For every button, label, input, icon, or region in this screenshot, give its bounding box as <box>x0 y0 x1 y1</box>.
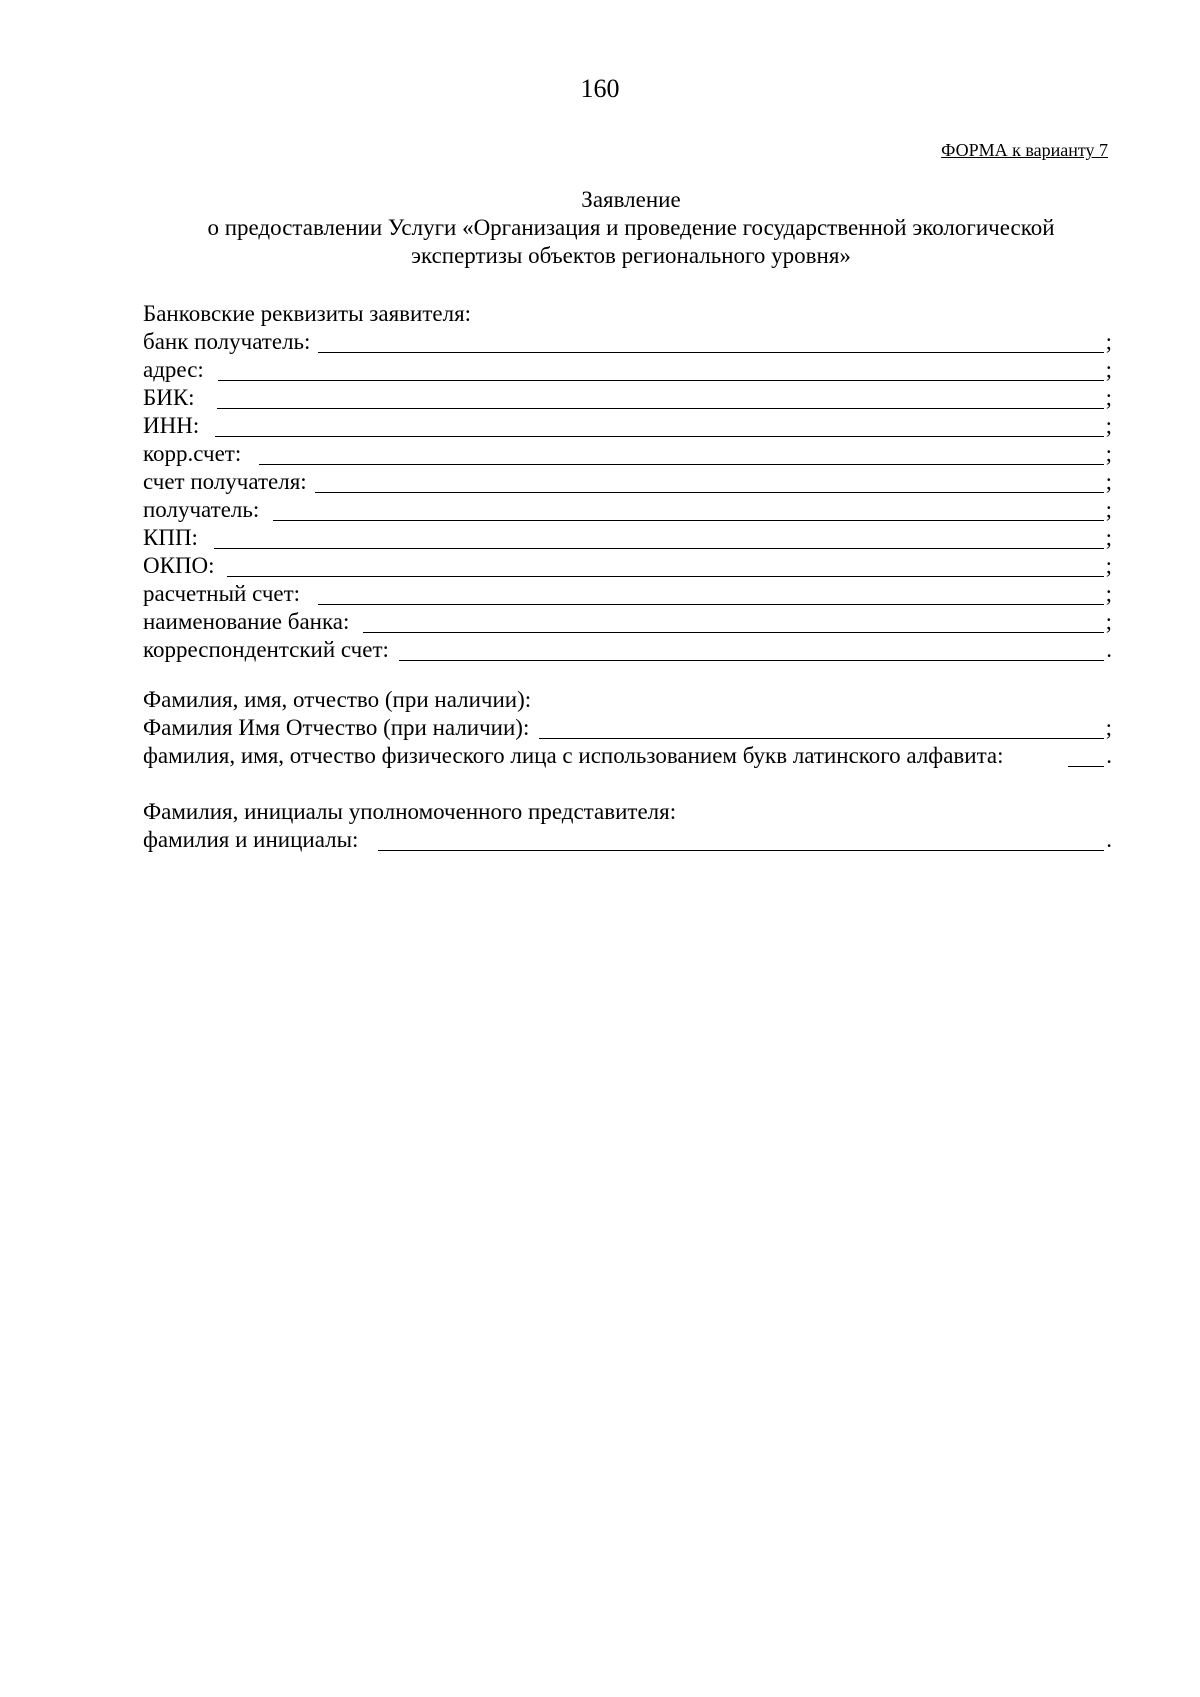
field-row-okpo: ОКПО: ; <box>143 553 1112 578</box>
address-field[interactable] <box>218 358 1104 381</box>
field-label: ОКПО: <box>143 553 215 578</box>
field-row-recipient: получатель: ; <box>143 497 1112 522</box>
bik-field[interactable] <box>217 386 1104 409</box>
representative-initials-field[interactable] <box>378 828 1104 851</box>
field-row-representative-initials: фамилия и инициалы: . <box>143 827 1112 852</box>
inn-field[interactable] <box>215 414 1104 437</box>
field-row-correspondent-account: корреспондентский счет: . <box>143 637 1112 662</box>
field-row-bik: БИК: ; <box>143 385 1112 410</box>
field-label: Фамилия Имя Отчество (при наличии): <box>143 715 530 740</box>
bank-name-field[interactable] <box>363 610 1104 633</box>
field-label: корреспондентский счет: <box>143 637 389 662</box>
field-row-inn: ИНН: ; <box>143 413 1112 438</box>
field-label: фамилия, имя, отчество физического лица с использованием букв латинского алфавита: <box>143 743 1004 768</box>
title-line-1: Заявление <box>581 187 681 212</box>
correspondent-account-field[interactable] <box>399 638 1104 661</box>
field-row-latin-name: фамилия, имя, отчество физического лица с использованием букв латинского алфавита: . <box>143 743 1112 768</box>
settlement-account-field[interactable] <box>318 582 1104 605</box>
document-title <box>0 186 1200 270</box>
field-label: фамилия и инициалы: <box>143 827 359 852</box>
field-row-recipient-account: счет получателя: ; <box>143 469 1112 494</box>
bank-section-heading: Банковские реквизиты заявителя: <box>143 301 472 326</box>
field-row-corr-account: корр.счет: ; <box>143 441 1112 466</box>
field-label: получатель: <box>143 497 260 522</box>
field-label: адрес: <box>143 357 204 382</box>
title-line-2: о предоставлении Услуги «Организация и проведение государственной экологической <box>207 215 1055 240</box>
field-label: корр.счет: <box>143 441 242 466</box>
representative-section-heading: Фамилия, инициалы уполномоченного представителя: <box>143 799 677 824</box>
full-name-field[interactable] <box>539 716 1104 739</box>
full-name-section <box>143 686 1112 770</box>
page-number: 160 <box>580 74 620 103</box>
field-label: ИНН: <box>143 413 200 438</box>
corr-account-field[interactable] <box>259 442 1104 465</box>
bank-requisites-section <box>143 300 1112 664</box>
kpp-field[interactable] <box>214 526 1104 549</box>
field-label: наименование банка: <box>143 609 350 634</box>
title-line-3: экспертизы объектов регионального уровня» <box>411 243 851 268</box>
name-section-heading: Фамилия, имя, отчество (при наличии): <box>143 687 532 712</box>
recipient-field[interactable] <box>273 498 1104 521</box>
latin-name-field[interactable] <box>1068 744 1104 767</box>
field-row-recipient-bank: банк получатель: ; <box>143 329 1112 354</box>
recipient-bank-field[interactable] <box>318 330 1104 353</box>
form-variant-note: ФОРМА к варианту 7 <box>941 140 1108 160</box>
field-label: счет получателя: <box>143 469 307 494</box>
field-label: БИК: <box>143 385 195 410</box>
field-row-bank-name: наименование банка: ; <box>143 609 1112 634</box>
representative-section <box>143 798 1112 854</box>
field-label: банк получатель: <box>143 329 311 354</box>
field-row-settlement-account: расчетный счет: ; <box>143 581 1112 606</box>
field-row-full-name: Фамилия Имя Отчество (при наличии): ; <box>143 715 1112 740</box>
field-label: расчетный счет: <box>143 581 301 606</box>
recipient-account-field[interactable] <box>315 470 1104 493</box>
okpo-field[interactable] <box>227 554 1104 577</box>
field-row-kpp: КПП: ; <box>143 525 1112 550</box>
field-label: КПП: <box>143 525 198 550</box>
field-row-address: адрес: ; <box>143 357 1112 382</box>
